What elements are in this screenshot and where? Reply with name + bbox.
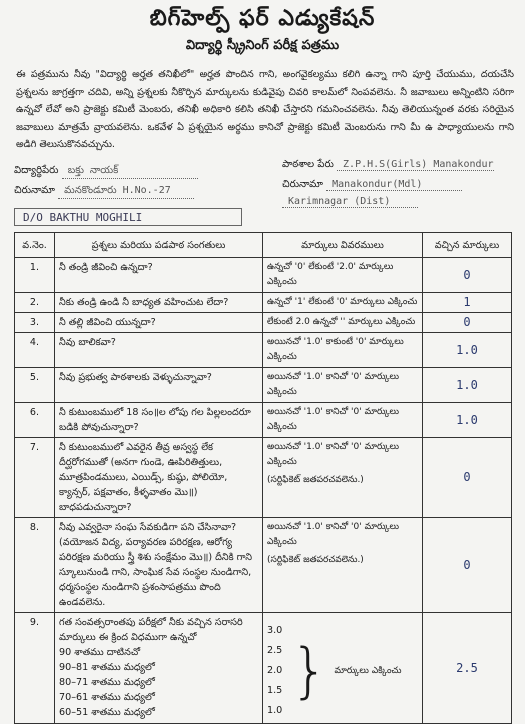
col-question: ప్రశ్నలు మరియు పడపాఠ సంగతులు <box>55 233 263 258</box>
brace-icon: } <box>290 636 329 706</box>
table-row: 2. నీకు తండ్రి ఉండి నీ బాధ్యత వహించుట లేదా? ఉన్నచో '1' లేకుంటే '0' మార్కులు ఎక్కించు 1 <box>15 293 512 313</box>
school-name-value: Z.P.H.S(Girls) Manakondur <box>337 159 494 171</box>
table-row: 6. నీ కుటుంబములో 18 సం॥ల లోపు గల పిల్లలందరూ బడికి పోవుచున్నారా? అయినచో '1.0' కానిచో '0' మార్కులు ఎక్కించు 1.0 <box>15 403 512 438</box>
school-name-field: పాఠశాల పేరు Z.P.H.S(Girls) Manakondur <box>282 159 494 170</box>
mark-cell: 2.5 <box>423 613 512 724</box>
mark-cell: 1.0 <box>423 403 512 438</box>
mark-cell: 1 <box>423 293 512 313</box>
mark-cell: 0 <box>423 258 512 293</box>
district-value: Karimnagar (Dist) <box>282 196 418 208</box>
table-row: 9. గత సంవత్సరాంతపు పరీక్షలో నీకు వచ్చిన సరాసరి మార్కులు ఈ క్రింద విధముగా ఉన్నచో 90 శాతము దాటినచో 90–81 శాతము మధ్యలో 80–71 శాతము మధ్యలో 70–61 శాతము మధ్యలో 60–51 శాతము మధ్యలో 3.0 2.5 2.0 1.5 1.0 } మార్కులు ఎక్కించు 2.5 <box>15 613 512 724</box>
table-header <box>15 233 512 258</box>
table-row: 5. నీవు ప్రభుత్వ పాఠశాలకు వెళ్ళుచున్నావా? అయినచో '1.0' కానిచో '0' మార్కులు ఎక్కించు 1.0 <box>15 368 512 403</box>
form-title: బిగ్‌హెల్ప్ ఫర్ ఎడ్యుకేషన్ <box>149 6 376 31</box>
student-name-field: విద్యార్థిపేరు బక్తు నాయక్ <box>14 164 198 179</box>
address-value: మనకొండూరు H.No.-27 <box>58 184 194 199</box>
mark-cell: 1.0 <box>423 333 512 368</box>
score-scale: 3.0 2.5 2.0 1.5 1.0 } మార్కులు ఎక్కించు <box>267 625 402 716</box>
mark-cell: 0 <box>423 518 512 613</box>
address-field: చిరునామా మనకొండూరు H.No.-27 <box>14 184 194 199</box>
mark-cell: 1.0 <box>423 368 512 403</box>
table-row: 8. నీవు ఎవ్వరైనా సంఘ సేవకుడిగా పని చేసినావా? (వయోజన విద్య, పర్యావరణ పరిరక్షణ, ఆరోగ్య పరిరక్షణ మరియు స్త్రీ శిశు సంక్షేమం మొ॥) దీనికి గాని స్కూలునుండి గాని, సాంఘిక సేవ సంస్థల నుండిగాని, ధర్మసంస్థల నుండిగాని ప్రశంసాపత్రము పొంది ఉండవలెను. అయినచో '1.0' కానిచో '0' మార్కులు ఎక్కించు (సర్టిఫికెట్ జతపరచవలెను.) 0 <box>15 518 512 613</box>
mark-cell: 0 <box>423 313 512 333</box>
table-row: 3. నీ తల్లి జీవించి యున్నదా? లేకుంటే 2.0 ఉన్నచో '' మార్కులు ఎక్కించు 0 <box>15 313 512 333</box>
mark-cell: 0 <box>423 438 512 518</box>
col-marks-detail: మార్కులు వివరములు <box>263 233 423 258</box>
col-marks-obtained: వచ్చిన మార్కులు <box>423 233 512 258</box>
instructions-paragraph: ఈ పత్రమును నీవు "విద్యార్థి అర్హత తనిఖీలో" అర్హత పొందిన గాని, అంగవైకల్యము కలిగి ఉన్నా గాని పూర్తి చేయుము, దయచేసి ప్రశ్నలను జాగ్రత్తగా చదివి, అన్ని ప్రశ్నలకు నీకొర్పిన మార్కులను కుడివైపు చివరి కాలమ్‌లో నింపవలెను. నీ జవాబులు అన్నింటిని సరిగా ఉన్నవో లేవో అని ప్రాజెక్టు కమిటీ మెంబరు, తనిఖీ అధికారి కలిసి తనిఖీ చేస్తారని గమనించవలెను. నీవు తెలియున్నంత వరకు సరియైన జవాబులు మాత్రమే వ్రాయవలెను. ఒకవేళ ఏ ప్రశ్నయైన అర్థము కానిచో ప్రాజెక్టు కమిటీ మెంబరును గాని మీ ఉ పాధ్యాయులను గాని అడిగి తెలుసుకొనవచ్చును. <box>16 69 514 150</box>
col-serial: వ.నెం. <box>15 233 55 258</box>
student-name-value: బక్తు నాయక్ <box>62 164 198 179</box>
school-address-value: Manakondur(Mdl) <box>326 179 462 191</box>
table-row: 7. నీ కుటుంబములో ఎవరైన తీవ్ర అస్వస్థ లేక దీర్ఘరోగముతో (అనగా గుండె, ఊపిరితిత్తులు, మూత్రపిండములు, ఎయిడ్స్, కుష్ఠు, పోలియో, క్యాన్సర్, పక్షవాతం, కీళ్ళవాతం మొ॥) బాధపడుచున్నారా? అయినచో '1.0' కానిచో '0' మార్కులు ఎక్కించు (సర్టిఫికెట్ జతపరచవలెను.) 0 <box>15 438 512 518</box>
district-field <box>282 196 418 208</box>
school-address-field: చిరునామా Manakondur(Mdl) <box>282 178 462 192</box>
table-row: 4. నీవు బాలికవా? అయినచో '1.0' కాకుంటే '0' మార్కులు ఎక్కించు 1.0 <box>15 333 512 368</box>
form-subtitle: విద్యార్థి స్క్రీనింగ్ పరీక్ష పత్రము <box>185 38 340 53</box>
table-row: 1. నీ తండ్రి జీవించి ఉన్నదా? ఉన్నచో '0' లేకుంటే '2.0' మార్కులు ఎక్కించు 0 <box>15 258 512 293</box>
parent-name-box: D/O BAKTHU MOGHILI <box>14 208 242 226</box>
screening-table <box>14 232 512 724</box>
